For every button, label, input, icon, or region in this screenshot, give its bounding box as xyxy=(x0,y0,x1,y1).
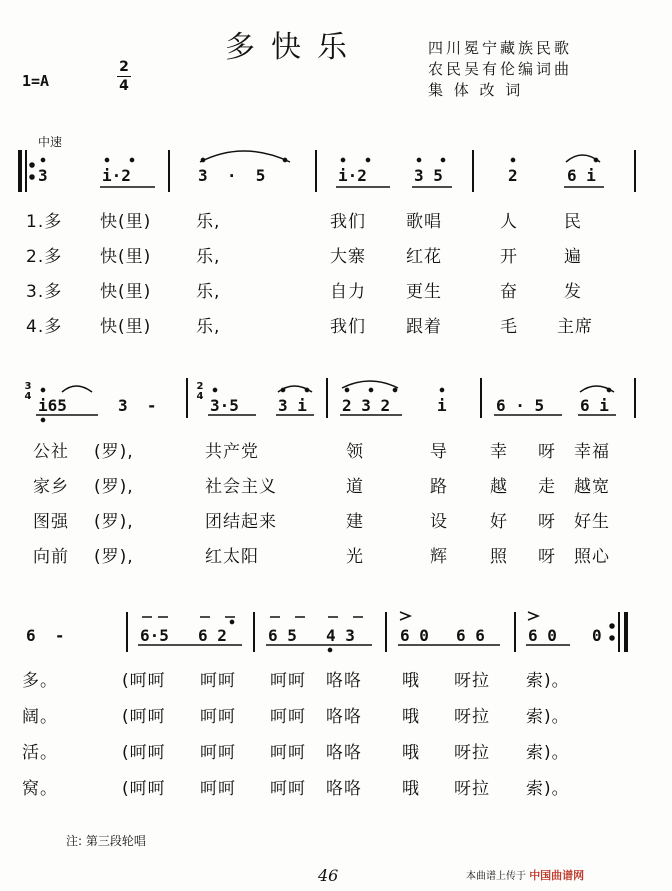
slur xyxy=(62,386,92,392)
high-octave-dot xyxy=(230,620,233,623)
lyric: 呀 xyxy=(538,547,556,567)
lyric: 导 xyxy=(430,442,448,462)
lyric: 乐, xyxy=(196,247,221,267)
credit-line: 农民吴有伦编词曲 xyxy=(428,60,573,78)
high-octave-dot xyxy=(441,158,444,161)
lyric: 红花 xyxy=(406,247,442,267)
lyric: 越宽 xyxy=(574,477,610,497)
note: i65 xyxy=(38,396,67,415)
note: 6 5 xyxy=(268,626,297,645)
lyric: 毛 xyxy=(500,317,518,337)
lyric: 建 xyxy=(346,512,364,532)
high-octave-dot xyxy=(105,158,108,161)
lyric: 照心 xyxy=(574,547,610,567)
lyric: 呀拉 xyxy=(454,707,490,727)
note: 6 6 xyxy=(456,626,485,645)
lyric: 快(里) xyxy=(100,282,152,302)
lyric: 好 xyxy=(490,512,508,532)
lyric: 呵呵 xyxy=(270,743,306,763)
repeat-dot xyxy=(30,175,34,179)
credit-line: 集 体 改 词 xyxy=(428,81,524,99)
note: 4 3 xyxy=(326,626,355,645)
lyric: 呀拉 xyxy=(454,743,490,763)
note: 6·5 xyxy=(140,626,169,645)
note: 6 - xyxy=(26,626,65,645)
time-change-3-4: 3 4 xyxy=(24,381,32,402)
lyric: 遍 xyxy=(564,247,582,267)
note: 3 · 5 xyxy=(198,166,266,185)
high-octave-dot xyxy=(341,158,344,161)
lyric: 呀 xyxy=(538,442,556,462)
note: 2 xyxy=(508,166,518,185)
site-logo[interactable]: 中国曲谱网 xyxy=(529,869,585,882)
lyric: (呵呵 xyxy=(122,743,166,763)
high-octave-dot xyxy=(511,158,514,161)
lyric: 领 xyxy=(346,442,364,462)
lyric: 索)。 xyxy=(526,743,570,763)
lyric: 发 xyxy=(564,282,582,302)
note: 3·5 xyxy=(210,396,239,415)
lyric: 呵呵 xyxy=(200,779,236,799)
lyric: 4.多 xyxy=(26,317,63,337)
lyric: 民 xyxy=(564,212,582,232)
lyric: 幸福 xyxy=(574,442,610,462)
note: 3 - xyxy=(118,396,157,415)
lyric: 我们 xyxy=(330,317,366,337)
note: 3 i xyxy=(278,396,307,415)
lyric: 走 xyxy=(538,477,556,497)
lyric: 咯咯 xyxy=(326,707,362,727)
lyric: 辉 xyxy=(430,547,448,567)
lyric: 咯咯 xyxy=(326,743,362,763)
lyric: 越 xyxy=(490,477,508,497)
lyric: 大寨 xyxy=(330,247,366,267)
lyric: 哦 xyxy=(402,671,420,691)
repeat-dot xyxy=(610,624,614,628)
slur xyxy=(200,151,290,162)
note: 6 0 xyxy=(400,626,429,645)
lyric: 多。 xyxy=(22,671,58,691)
note: 3 xyxy=(38,166,48,185)
high-octave-dot xyxy=(417,158,420,161)
repeat-dot xyxy=(30,163,34,167)
time-top: 2 xyxy=(119,59,129,75)
lyric: 哦 xyxy=(402,743,420,763)
high-octave-dot xyxy=(345,388,348,391)
lyric: 人 xyxy=(500,212,518,232)
lyric: 呀拉 xyxy=(454,779,490,799)
lyric: 快(里) xyxy=(100,212,152,232)
lyric: 1.多 xyxy=(26,212,63,232)
accent-mark xyxy=(400,612,410,620)
lyric: 歌唱 xyxy=(406,212,442,232)
lyric: 设 xyxy=(430,512,448,532)
lyric: 快(里) xyxy=(100,317,152,337)
low-octave-dot xyxy=(41,418,44,421)
lyric: 咯咯 xyxy=(326,779,362,799)
lyric: 3.多 xyxy=(26,282,63,302)
lyric: 向前 xyxy=(33,547,69,567)
lyric: 阔。 xyxy=(22,707,58,727)
note: i xyxy=(437,396,447,415)
lyric: 社会主义 xyxy=(205,477,277,497)
accent-mark xyxy=(528,612,538,620)
lyric: 图强 xyxy=(33,512,69,532)
lyric: 呵呵 xyxy=(270,779,306,799)
lyric: 乐, xyxy=(196,282,221,302)
lyric: 呵呵 xyxy=(200,707,236,727)
note: i·2 xyxy=(102,166,131,185)
high-octave-dot xyxy=(369,388,372,391)
lyric: 乐, xyxy=(196,317,221,337)
lyric: 快(里) xyxy=(100,247,152,267)
footnote: 注: 第三段轮唱 xyxy=(66,834,146,848)
lyric: 哦 xyxy=(402,707,420,727)
lyric: 索)。 xyxy=(526,671,570,691)
lyric: 路 xyxy=(430,477,448,497)
lyric: 呵呵 xyxy=(270,707,306,727)
lyric: 更生 xyxy=(406,282,442,302)
key-signature: 1=A xyxy=(22,72,50,90)
page-number: 46 xyxy=(318,866,339,885)
lyric: (呵呵 xyxy=(122,779,166,799)
high-octave-dot xyxy=(213,388,216,391)
lyric: (呵呵 xyxy=(122,671,166,691)
note: 6 i xyxy=(567,166,596,185)
lyric: 公社 xyxy=(33,442,69,462)
source-prefix: 本曲谱上传于 xyxy=(466,871,526,882)
high-octave-dot xyxy=(130,158,133,161)
credit-line: 四川冕宁藏族民歌 xyxy=(428,39,573,57)
lyric: 好生 xyxy=(574,512,610,532)
lyric: 照 xyxy=(490,547,508,567)
song-title: 多快乐 xyxy=(225,30,363,65)
lyric: 家乡 xyxy=(33,477,69,497)
high-octave-dot xyxy=(41,158,44,161)
slur xyxy=(342,381,398,388)
lyric: (呵呵 xyxy=(122,707,166,727)
lyric: 跟着 xyxy=(406,317,442,337)
lyric: (罗), xyxy=(94,547,134,567)
high-octave-dot xyxy=(366,158,369,161)
note: 6 · 5 xyxy=(496,396,545,415)
note: i·2 xyxy=(338,166,367,185)
lyric: 共产党 xyxy=(205,442,259,462)
high-octave-dot xyxy=(393,388,396,391)
lyric: (罗), xyxy=(94,512,134,532)
lyric: 团结起来 xyxy=(205,512,277,532)
tempo-marking: 中速 xyxy=(38,135,63,149)
source-credit xyxy=(466,867,584,883)
lyric: 红太阳 xyxy=(205,547,259,567)
lyric: 呵呵 xyxy=(270,671,306,691)
lyric: 奋 xyxy=(500,282,518,302)
high-octave-dot xyxy=(440,388,443,391)
repeat-dot xyxy=(610,636,614,640)
note: 3 5 xyxy=(414,166,443,185)
lyric: 活。 xyxy=(22,743,58,763)
note: 6 2 xyxy=(198,626,227,645)
lyric: 哦 xyxy=(402,779,420,799)
time-change-2-4: 2 4 xyxy=(196,381,204,402)
time-bottom: 4 xyxy=(119,78,129,94)
lyric: 呀拉 xyxy=(454,671,490,691)
low-octave-dot xyxy=(328,648,331,651)
lyric: 呵呵 xyxy=(200,743,236,763)
lyric: 道 xyxy=(346,477,364,497)
lyric: 索)。 xyxy=(526,779,570,799)
lyric: 呀 xyxy=(538,512,556,532)
note: 6 0 xyxy=(528,626,557,645)
lyric: 窝。 xyxy=(22,779,58,799)
lyric: 主席 xyxy=(557,317,593,337)
lyric: 2.多 xyxy=(26,247,63,267)
lyric: 幸 xyxy=(490,442,508,462)
note: 2 3 2 xyxy=(342,396,391,415)
lyric: 呵呵 xyxy=(200,671,236,691)
lyric: (罗), xyxy=(94,442,134,462)
lyric: 光 xyxy=(346,547,364,567)
note: 6 i xyxy=(580,396,609,415)
lyric: 我们 xyxy=(330,212,366,232)
lyric: 咯咯 xyxy=(326,671,362,691)
high-octave-dot xyxy=(41,388,44,391)
lyric: 开 xyxy=(500,247,518,267)
lyric: 索)。 xyxy=(526,707,570,727)
lyric: (罗), xyxy=(94,477,134,497)
lyric: 自力 xyxy=(330,282,366,302)
note: 0 xyxy=(592,626,602,645)
lyric: 乐, xyxy=(196,212,221,232)
